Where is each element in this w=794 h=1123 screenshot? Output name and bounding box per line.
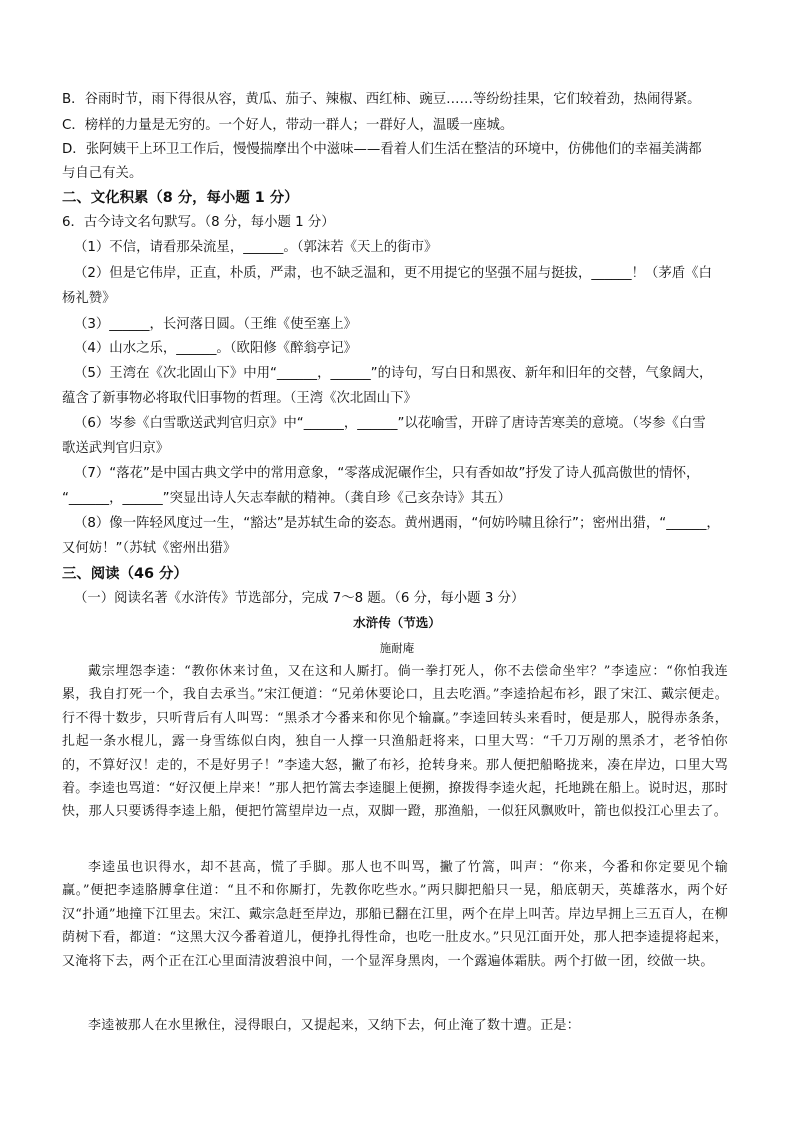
q6-item-4: （4）山水之乐，______。（欧阳修《醉翁亭记》 (74, 341, 358, 356)
option-b: B．谷雨时节，雨下得很从容，黄瓜、茄子、辣椒、西红柿、豌豆……等纷纷挂果，它们较着劲，热闹得紧。 (62, 92, 701, 107)
q6-item-6: （6）岑参《白雪歌送武判官归京》中“______，______”以花喻雪，开辟了唐诗苦寒美的意境。（岑参《白雪 (74, 416, 706, 431)
q6-item-1: （1）不信，请看那朵流星，______。（郭沫若《天上的街市》 (74, 240, 438, 255)
q6-item-3: （3）______，长河落日圆。（王维《使至塞上》 (74, 317, 358, 332)
q6-item-5-cont: 蕴含了新事物必将取代旧事物的哲理。（王湾《次北固山下》 (62, 391, 417, 406)
passage-paragraph-2: 李逵虽也识得水，却不甚高，慌了手脚。那人也不叫骂，撇了竹篙，叫声：“你来，今番和你定要见个输赢。”便把李逵胳膊拿住道：“且不和你厮打，先教你吃些水。”两只脚把船只一晃，船底朝天，英雄落水，两个好汉“扑通”地撞下江里去。宋江、戴宗急赶至岸边，那船已翻在江里，两个在岸上叫苦。岸边早拥上三五百人，在柳荫树下看，都道：“这黑大汉今番着道儿，便挣扎得性命，也吃一肚皮水。”只见江面开处，那人把李逵提将起来，又淹将下去，两个正在江心里面清波碧浪中间，一个显浑身黑肉，一个露遍体霜肤。两个打做一团，绞做一块。 (62, 860, 728, 969)
section3-heading: 三、阅读（46 分） (62, 566, 188, 582)
q6-item-2-cont: 杨礼赞》 (62, 291, 116, 306)
q6-item-2: （2）但是它伟岸，正直，朴质，严肃，也不缺乏温和，更不用提它的坚强不屈与挺拔，______！（茅盾《白 (74, 266, 712, 281)
q6-item-7: （7）“落花”是中国古典文学中的常用意象，“零落成泥碾作尘，只有香如故”抒发了诗人孤高傲世的情怀， (74, 466, 700, 481)
reading-subsection-1: （一）阅读名著《水浒传》节选部分，完成 7～8 题。（6 分，每小题 3 分） (74, 591, 525, 606)
passage-title: 水浒传（节选） (353, 615, 441, 630)
q6-item-5: （5）王湾在《次北固山下》中用“______，______”的诗句，写白日和黑夜、新年和旧年的交替，气象阔大， (74, 366, 713, 381)
q6-item-6-cont: 歌送武判官归京》 (62, 441, 170, 456)
passage-paragraph-3: 李逵被那人在水里揪住，浸得眼白，又提起来，又纳下去，何止淹了数十遭。正是： (88, 1018, 581, 1033)
passage-author: 施耐庵 (379, 641, 415, 655)
passage-paragraph-1: 戴宗埋怨李逵：“教你休来讨鱼，又在这和人厮打。倘一拳打死人，你不去偿命坐牢？”李逵应：“你怕我连累，我自打死一个，我自去承当。”宋江便道：“兄弟休要论口，且去吃酒。”李逵拾起布衫，跟了宋江、戴宗便走。行不得十数步，只听背后有人叫骂：“黑杀才今番来和你见个输赢。”李逵回转头来看时，便是那人，脱得赤条条，扎起一条水棍儿，露一身雪练似白肉，独自一人撑一只渔船赶将来，口里大骂：“千刀万剐的黑杀才，老爷怕你的，不算好汉！走的，不是好男子！”李逵大怒，撇了布衫，抢转身来。那人便把船略拢来，凑在岸边，口里大骂着。李逵也骂道：“好汉便上岸来！”那人把竹篙去李逵腿上便搠，撩拨得李逵火起，托地跳在船上。说时迟，那时快，那人只要诱得李逵上船，便把竹篙望岸边一点，双脚一蹬，那渔船，一似狂风飘败叶，箭也似投江心里去了。 (62, 664, 728, 820)
section2-heading: 二、文化积累（8 分，每小题 1 分） (62, 190, 299, 206)
q6-item-8: （8）像一阵轻风度过一生，“豁达”是苏轼生命的姿态。黄州遇雨，“何妨吟啸且徐行”；密州出猎，“______， (74, 516, 720, 531)
option-d-line2: 与自己有关。 (62, 166, 143, 181)
question-6: 6．古今诗文名句默写。（8 分，每小题 1 分） (62, 215, 335, 230)
option-d-line1: D．张阿姨干上环卫工作后，慢慢揣摩出个中滋味——看着人们生活在整洁的环境中，仿佛他们的幸福美满都 (62, 142, 702, 157)
option-c: C．榜样的力量是无穷的。一个好人，带动一群人；一群好人，温暖一座城。 (62, 118, 514, 133)
q6-item-8-cont: 又何妨！”（苏轼《密州出猎》 (62, 541, 237, 556)
q6-item-7-cont: “______，______”突显出诗人矢志奉献的精神。（龚自珍《己亥杂诗》其五） (62, 491, 512, 506)
